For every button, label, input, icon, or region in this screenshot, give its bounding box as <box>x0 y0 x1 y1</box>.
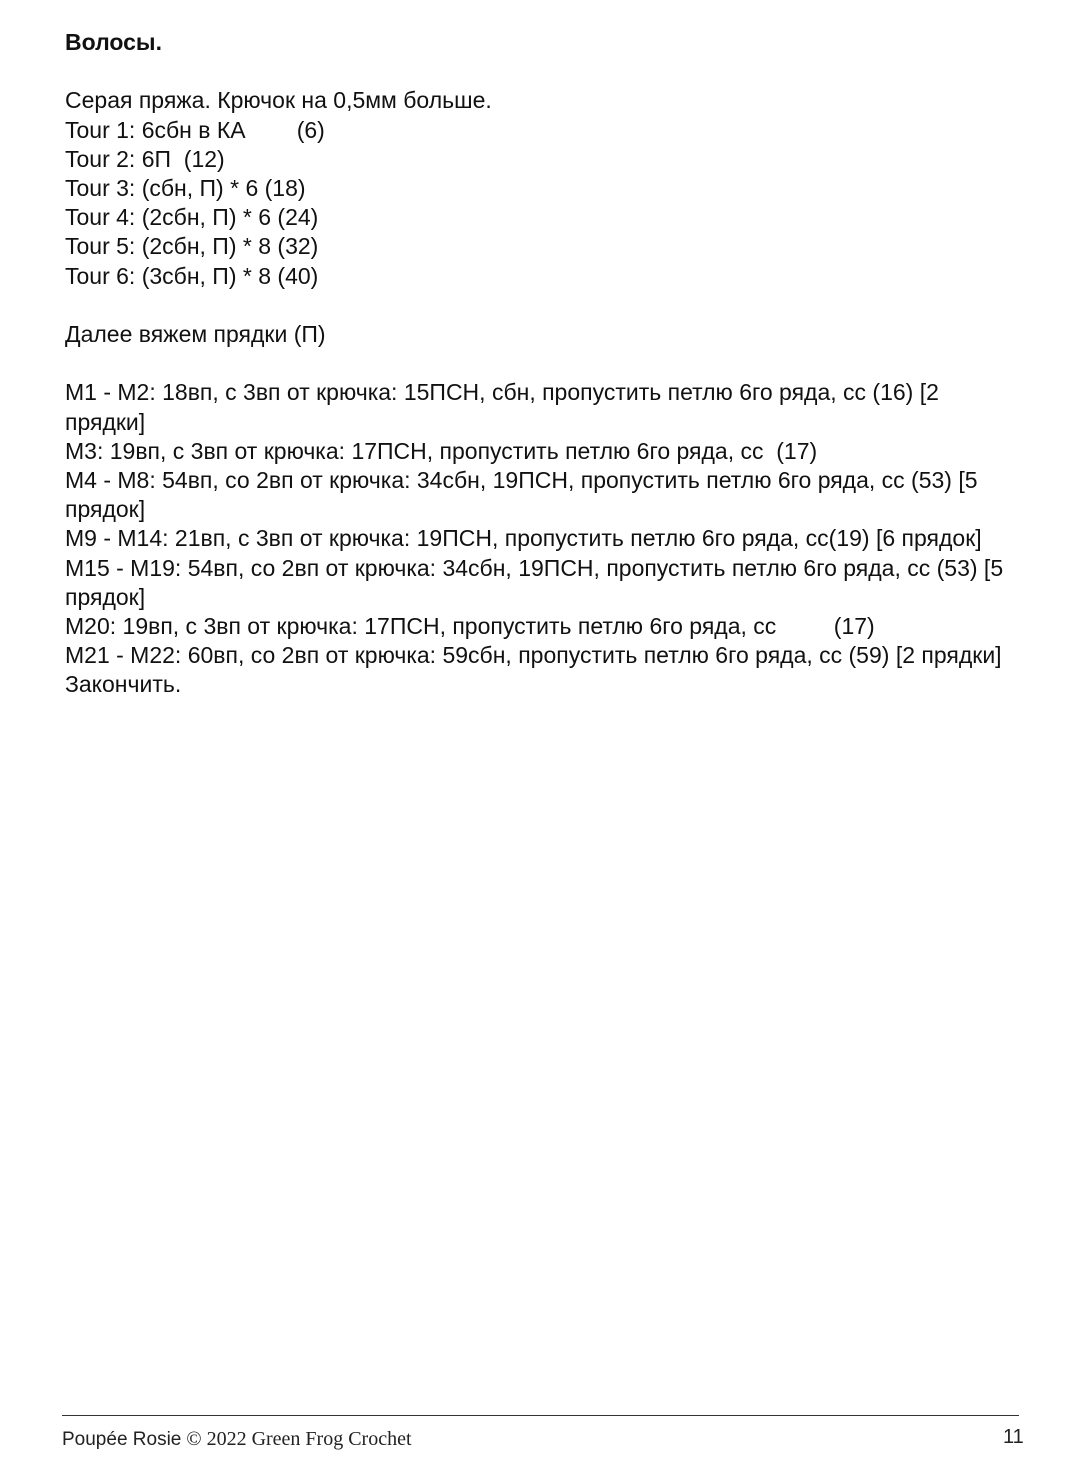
intro-line: Серая пряжа. Крючок на 0,5мм больше. <box>65 87 492 114</box>
section-title: Волосы. <box>65 29 162 55</box>
strand-instruction: M3: 19вп, с 3вп от крючка: 17ПСН, пропустить петлю 6го ряда, сс (17) <box>65 437 818 464</box>
strand-instruction: M20: 19вп, с 3вп от крючка: 17ПСН, пропустить петлю 6го ряда, сс (17) <box>65 613 875 640</box>
spacer <box>65 57 1025 86</box>
tour-line: Tour 2: 6П (12) <box>65 145 225 172</box>
tour-line: Tour 6: (3сбн, П) * 8 (40) <box>65 262 319 289</box>
strand-instruction: M21 - M22: 60вп, со 2вп от крючка: 59сбн, пропустить петлю 6го ряда, сс (59) [2 прядки] <box>65 642 1002 669</box>
strand-instruction: M9 - M14: 21вп, с 3вп от крючка: 19ПСН, пропустить петлю 6го ряда, сс(19) [6 прядок] <box>65 525 982 552</box>
spacer <box>65 291 1025 320</box>
strand-instruction: M4 - M8: 54вп, со 2вп от крючка: 34сбн, 19ПСН, пропустить петлю 6го ряда, сс (53) [5 прядок] <box>65 467 984 523</box>
page-number: 11 <box>1003 1426 1024 1448</box>
strands-intro: Далее вяжем прядки (П) <box>65 321 326 347</box>
strand-instruction: M15 - M19: 54вп, со 2вп от крючка: 34сбн, 19ПСН, пропустить петлю 6го ряда, сс (53) [5 прядок] <box>65 554 1010 610</box>
tour-line: Tour 5: (2сбн, П) * 8 (32) <box>65 233 319 260</box>
footer-credit <box>62 1428 412 1451</box>
tour-line: Tour 3: (сбн, П) * 6 (18) <box>65 175 306 201</box>
tour-line: Tour 1: 6сбн в КА (6) <box>65 116 325 143</box>
strand-instruction: M1 - M2: 18вп, с 3вп от крючка: 15ПСН, сбн, пропустить петлю 6го ряда, сс (16) [2 прядки] <box>65 379 946 435</box>
spacer <box>65 349 1025 378</box>
footer-copyright: © 2022 Green Frog Crochet <box>181 1428 412 1450</box>
footer-brand: Poupée Rosie <box>62 1429 182 1450</box>
closing-line: Закончить. <box>65 671 182 698</box>
page-content <box>65 28 1025 700</box>
tour-line: Tour 4: (2сбн, П) * 6 (24) <box>65 204 319 231</box>
footer-divider <box>62 1415 1019 1416</box>
